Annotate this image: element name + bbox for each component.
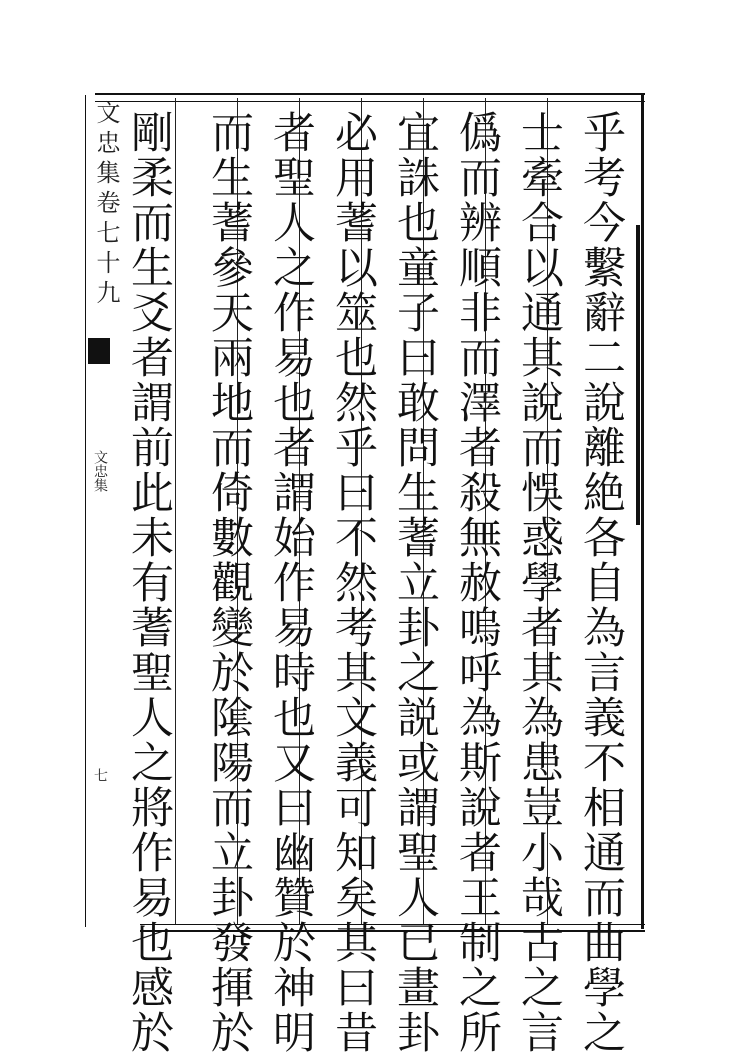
margin-book-name: 文忠集 (92, 450, 108, 492)
text-column-1 (572, 110, 630, 1055)
margin-title: 文忠集卷七十九 (92, 100, 120, 310)
text-column-8 (120, 110, 178, 1055)
column-text: 者聖人之作易也者謂始作易時也又曰幽贊於神明 (266, 110, 316, 1055)
text-column-4 (386, 110, 444, 1055)
right-border-mark (636, 225, 640, 525)
text-column-3 (448, 110, 506, 1055)
column-text: 必用蓍以筮也然乎曰不然考其文義可知矣其曰昔 (328, 110, 378, 1055)
fish-tail-mark (88, 338, 110, 364)
column-text: 剛柔而生爻者謂前此未有蓍聖人之將作易也感於 (124, 110, 174, 1055)
column-text: 而生蓍參天兩地而倚數觀變於隂陽而立卦發揮於 (204, 110, 254, 1055)
column-text: 乎考今繫辭二說離絶各自為言義不相通而曲學之 (576, 110, 626, 1055)
column-text: 宜誅也童子曰敢問生蓍立卦之説或謂聖人已畫卦 (390, 110, 440, 1055)
column-text: 僞而辨順非而澤者殺無赦嗚呼為斯說者王制之所 (452, 110, 502, 1055)
text-column-6 (262, 110, 320, 1055)
right-border (641, 93, 644, 929)
text-column-7 (200, 110, 258, 1055)
margin-page-number: 七 (92, 768, 108, 782)
top-border (95, 93, 645, 102)
text-column-5 (324, 110, 382, 1055)
text-column-2 (510, 110, 568, 1055)
column-text: 士牽合以通其說而悞惑學者其為患豈小哉古之言 (514, 110, 564, 1055)
